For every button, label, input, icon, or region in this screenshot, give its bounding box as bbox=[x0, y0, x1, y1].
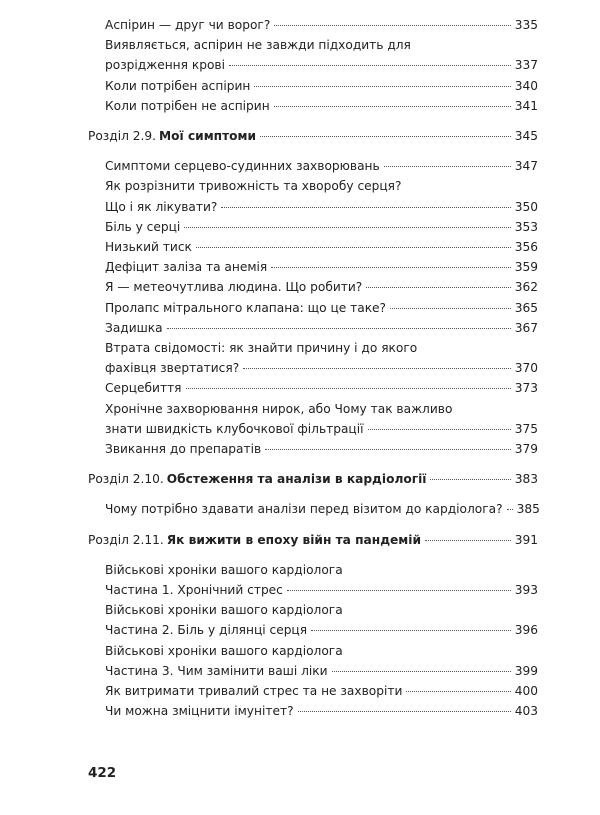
toc-entry-title: Чи можна зміцнити імунітет? bbox=[105, 704, 294, 719]
toc-entry-title: Серцебиття bbox=[105, 381, 182, 396]
toc-entry[interactable] bbox=[105, 582, 538, 598]
toc-entry[interactable] bbox=[105, 703, 538, 719]
toc-entry[interactable] bbox=[105, 199, 538, 215]
toc-entry[interactable] bbox=[105, 300, 538, 316]
toc-entry-line bbox=[105, 401, 538, 417]
dot-leader bbox=[243, 368, 511, 369]
page-number: 422 bbox=[88, 765, 117, 781]
dot-leader bbox=[274, 106, 511, 107]
toc-page-number: 337 bbox=[514, 58, 538, 73]
toc-entry[interactable] bbox=[105, 441, 538, 457]
dot-leader bbox=[406, 691, 510, 692]
toc-page-number: 385 bbox=[516, 502, 540, 517]
toc-section-prefix: Розділ 2.11. bbox=[88, 532, 164, 547]
toc-page-number: 393 bbox=[514, 583, 538, 597]
toc-page-number: 403 bbox=[514, 704, 538, 719]
toc-page-number: 370 bbox=[514, 361, 538, 376]
toc-entry-title: Військові хроніки вашого кардіолога bbox=[105, 562, 343, 577]
toc-entry-title: Дефіцит заліза та анемія bbox=[105, 260, 268, 275]
dot-leader bbox=[332, 671, 511, 672]
toc-entry[interactable] bbox=[105, 683, 538, 699]
toc-entry[interactable] bbox=[105, 622, 538, 638]
toc-entry[interactable] bbox=[105, 259, 538, 275]
toc-entry[interactable] bbox=[105, 239, 538, 255]
toc-page-number: 375 bbox=[514, 421, 538, 436]
toc-entry-title: Частина 3. Чим замінити ваші ліки bbox=[105, 663, 328, 678]
dot-leader bbox=[366, 287, 510, 288]
dot-leader bbox=[390, 308, 511, 309]
toc-entry[interactable] bbox=[105, 421, 538, 437]
dot-leader bbox=[265, 449, 511, 450]
toc-page-number: 396 bbox=[514, 623, 538, 638]
toc-entry[interactable] bbox=[105, 57, 538, 73]
dot-leader bbox=[196, 247, 511, 248]
toc-entry-line bbox=[105, 37, 538, 53]
dot-leader bbox=[184, 227, 510, 228]
toc-section-entry[interactable] bbox=[88, 532, 538, 548]
dot-leader bbox=[311, 630, 511, 631]
dot-leader bbox=[368, 429, 511, 430]
toc-entry-title: Аспірин — друг чи ворог? bbox=[105, 18, 271, 32]
toc-entry-title: Втрата свідомості: як знайти причину і до якого bbox=[105, 341, 418, 355]
toc-section-title: Обстеження та аналізи в кардіології bbox=[166, 472, 427, 487]
toc-entry-title: Пролапс мітрального клапана: що це таке? bbox=[105, 300, 387, 315]
dot-leader bbox=[384, 166, 511, 167]
toc-entry[interactable] bbox=[105, 17, 538, 33]
toc-entry[interactable] bbox=[105, 501, 538, 517]
toc-page-number: 356 bbox=[514, 240, 538, 254]
toc-entry-title: знати швидкість клубочкової фільтрації bbox=[105, 421, 364, 436]
toc-entry-line bbox=[105, 562, 538, 578]
toc-section-title: Мої симптоми bbox=[159, 129, 257, 143]
toc-entry-title: Як розрізнити тривожність та хворобу серця? bbox=[105, 179, 402, 194]
toc-entry-title: Що і як лікувати? bbox=[105, 199, 218, 214]
toc-entry-title: Я — метеочутлива людина. Що робити? bbox=[105, 280, 363, 295]
toc-page-number: 365 bbox=[514, 300, 538, 315]
toc-section-entry[interactable] bbox=[88, 128, 538, 144]
toc-entry[interactable] bbox=[105, 158, 538, 174]
toc-page-number: 391 bbox=[514, 532, 538, 547]
toc-entry[interactable] bbox=[105, 663, 538, 679]
dot-leader bbox=[186, 388, 511, 389]
toc-page-number: 350 bbox=[514, 199, 538, 214]
toc-entry-title: Коли потрібен аспірин bbox=[105, 78, 251, 93]
toc-section-entry[interactable] bbox=[88, 471, 538, 487]
toc-page-number: 400 bbox=[514, 684, 538, 698]
dot-leader bbox=[287, 590, 511, 591]
toc-entry-title: Симптоми серцево-судинних захворювань bbox=[105, 159, 380, 174]
toc-page-number: 340 bbox=[514, 78, 538, 93]
toc-entry-line bbox=[105, 178, 538, 194]
toc-entry[interactable] bbox=[105, 98, 538, 114]
dot-leader bbox=[425, 540, 511, 541]
toc-entry-title: Чому потрібно здавати аналізи перед візитом до кардіолога? bbox=[105, 502, 503, 517]
toc-entry-title: фахівця звертатися? bbox=[105, 361, 240, 376]
toc-page-number: 379 bbox=[514, 442, 538, 456]
toc-entry[interactable] bbox=[105, 360, 538, 376]
toc-entry-title: Задишка bbox=[105, 320, 163, 335]
dot-leader bbox=[167, 328, 511, 329]
toc-entry[interactable] bbox=[105, 78, 538, 94]
toc-entry-title: Військові хроніки вашого кардіолога bbox=[105, 643, 343, 658]
toc-section-title: Як вижити в епоху війн та пандемій bbox=[166, 532, 421, 547]
toc-section-prefix: Розділ 2.9. bbox=[88, 129, 157, 143]
dot-leader bbox=[298, 711, 511, 712]
toc-page-number: 345 bbox=[514, 129, 538, 143]
toc-entry-title: Як витримати тривалий стрес та не захворіти bbox=[105, 684, 403, 698]
dot-leader bbox=[229, 65, 511, 66]
toc-page-number: 399 bbox=[514, 663, 538, 678]
toc-entry-line bbox=[105, 340, 538, 356]
dot-leader bbox=[430, 479, 510, 480]
dot-leader bbox=[507, 509, 513, 510]
toc-page-number: 373 bbox=[514, 381, 538, 396]
toc-entry-title: Виявляється, аспірин не завжди підходить для bbox=[105, 38, 411, 53]
dot-leader bbox=[221, 207, 510, 208]
toc-page-number: 335 bbox=[514, 18, 538, 32]
dot-leader bbox=[274, 25, 510, 26]
toc-entry-title: Біль у серці bbox=[105, 219, 181, 234]
toc-page-number: 367 bbox=[514, 320, 538, 335]
toc-page-number: 341 bbox=[514, 98, 538, 113]
toc-section-prefix: Розділ 2.10. bbox=[88, 472, 164, 487]
toc-entry-title: Коли потрібен не аспірин bbox=[105, 98, 270, 113]
toc-entry[interactable] bbox=[105, 279, 538, 295]
toc-entry-title: Хронічне захворювання нирок, або Чому так важливо bbox=[105, 401, 453, 416]
toc-page-number: 353 bbox=[514, 219, 538, 234]
toc-entry-title: розрідження крові bbox=[105, 58, 225, 73]
toc-page-number: 347 bbox=[514, 159, 538, 174]
toc-entry-title: Звикання до препаратів bbox=[105, 442, 262, 456]
toc-entry-title: Низький тиск bbox=[105, 240, 192, 254]
toc-page-number: 362 bbox=[514, 280, 538, 295]
dot-leader bbox=[260, 136, 511, 137]
toc-entry[interactable] bbox=[105, 380, 538, 396]
toc-page-number: 359 bbox=[514, 260, 538, 275]
dot-leader bbox=[271, 267, 510, 268]
toc-entry-title: Військові хроніки вашого кардіолога bbox=[105, 603, 343, 618]
toc-entry-title: Частина 2. Біль у ділянці серця bbox=[105, 623, 308, 638]
dot-leader bbox=[254, 86, 510, 87]
toc-page-number: 383 bbox=[514, 472, 538, 487]
toc-entry-title: Частина 1. Хронічний стрес bbox=[105, 583, 283, 597]
toc-entry[interactable] bbox=[105, 320, 538, 336]
toc-entry-line bbox=[105, 643, 538, 659]
toc-entry-line bbox=[105, 602, 538, 618]
toc-entry[interactable] bbox=[105, 219, 538, 235]
